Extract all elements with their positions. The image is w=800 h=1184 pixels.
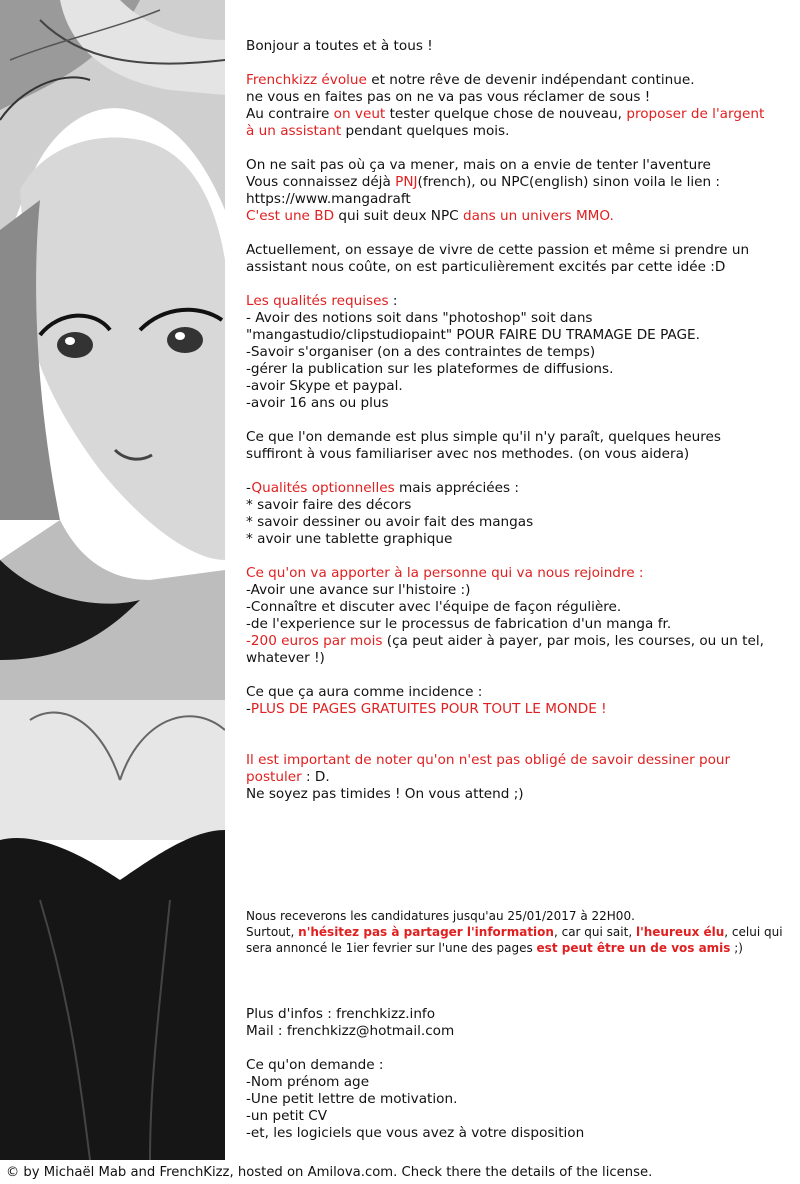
optional-qualities: -Qualités optionnelles mais appréciées : * savoir faire des décors * savoir dessiner ou avoir fait des mangas * avoir une tablette graphique xyxy=(246,480,534,547)
incidence: Ce que ça aura comme incidence : -PLUS DE PAGES GRATUITES POUR TOUT LE MONDE ! xyxy=(246,684,607,717)
paragraph-intro: Frenchkizz évolue et notre rêve de devenir indépendant continue. ne vous en faites pas on ne va pas vous réclamer de sous ! Au contraire on veut tester quelque chose de nouveau, proposer de l'argent à un assistant pendant quelques mois. xyxy=(246,72,765,139)
info-link[interactable]: Plus d'infos : frenchkizz.info xyxy=(246,1006,436,1022)
deadline-notice: Nous receverons les candidatures jusqu'au 25/01/2017 à 22H00. Surtout, n'hésitez pas à partager l'information, car qui sait, l'heureux élu, celui qui sera annoncé le 1ier fevrier sur l'une des pages est peut être un de vos amis ;) xyxy=(246,909,783,955)
important-note: Il est important de noter qu'on n'est pas obligé de savoir dessiner pour postuler : D. Ne soyez pas timides ! On vous attend ;) xyxy=(246,752,731,802)
contact-section xyxy=(246,1006,796,1159)
required-qualities: Les qualités requises : - Avoir des notions soit dans "photoshop" soit dans "mangastudio/clipstudiopaint" POUR FAIRE DU TRAMAGE DE PAGE. -Savoir s'organiser (on a des contraintes de temps) -gérer la publication sur les plateformes de diffusions. -avoir Skype et paypal. -avoir 16 ans ou plus xyxy=(246,293,700,411)
benefits: Ce qu'on va apporter à la personne qui va nous rejoindre : -Avoir une avance sur l'histoire :) -Connaître et discuter avec l'équipe de façon régulière. -de l'experience sur le processus de fabrication d'un manga fr. -200 euros par mois (ça peut aider à payer, par mois, les courses, ou un tel, whatever !) xyxy=(246,565,764,666)
mangadraft-link[interactable]: https://www.mangadraft xyxy=(246,191,411,207)
manga-girl-drawing xyxy=(0,0,225,1160)
greeting: Bonjour a toutes et à tous ! xyxy=(246,38,433,54)
application-requirements: Ce qu'on demande : -Nom prénom age -Une petit lettre de motivation. -un petit CV -et, les logiciels que vous avez à votre disposition xyxy=(246,1057,585,1141)
copyright-footer: © by Michaël Mab and FrenchKizz, hosted on Amilova.com. Check there the details of the license. xyxy=(6,1165,653,1180)
contact-info xyxy=(246,1006,796,1040)
paragraph-passion: Actuellement, on essaye de vivre de cette passion et même si prendre un assistant nous coûte, on est particulièrement excités par cette idée :D xyxy=(246,242,750,275)
paragraph-simple: Ce que l'on demande est plus simple qu'il n'y paraît, quelques heures suffiront à vous familiariser avec nos methodes. (on vous aidera) xyxy=(246,429,722,462)
paragraph-adventure: On ne sait pas où ça va mener, mais on a envie de tenter l'aventure Vous connaissez déjà PNJ(french), ou NPC(english) sinon voila le lien : https://www.mangadraft C'est une BD qui suit deux NPC dans un univers MMO. xyxy=(246,157,796,225)
manga-illustration xyxy=(0,0,225,1160)
mail-link[interactable]: Mail : frenchkizz@hotmail.com xyxy=(246,1023,455,1039)
announcement-text xyxy=(246,38,796,820)
